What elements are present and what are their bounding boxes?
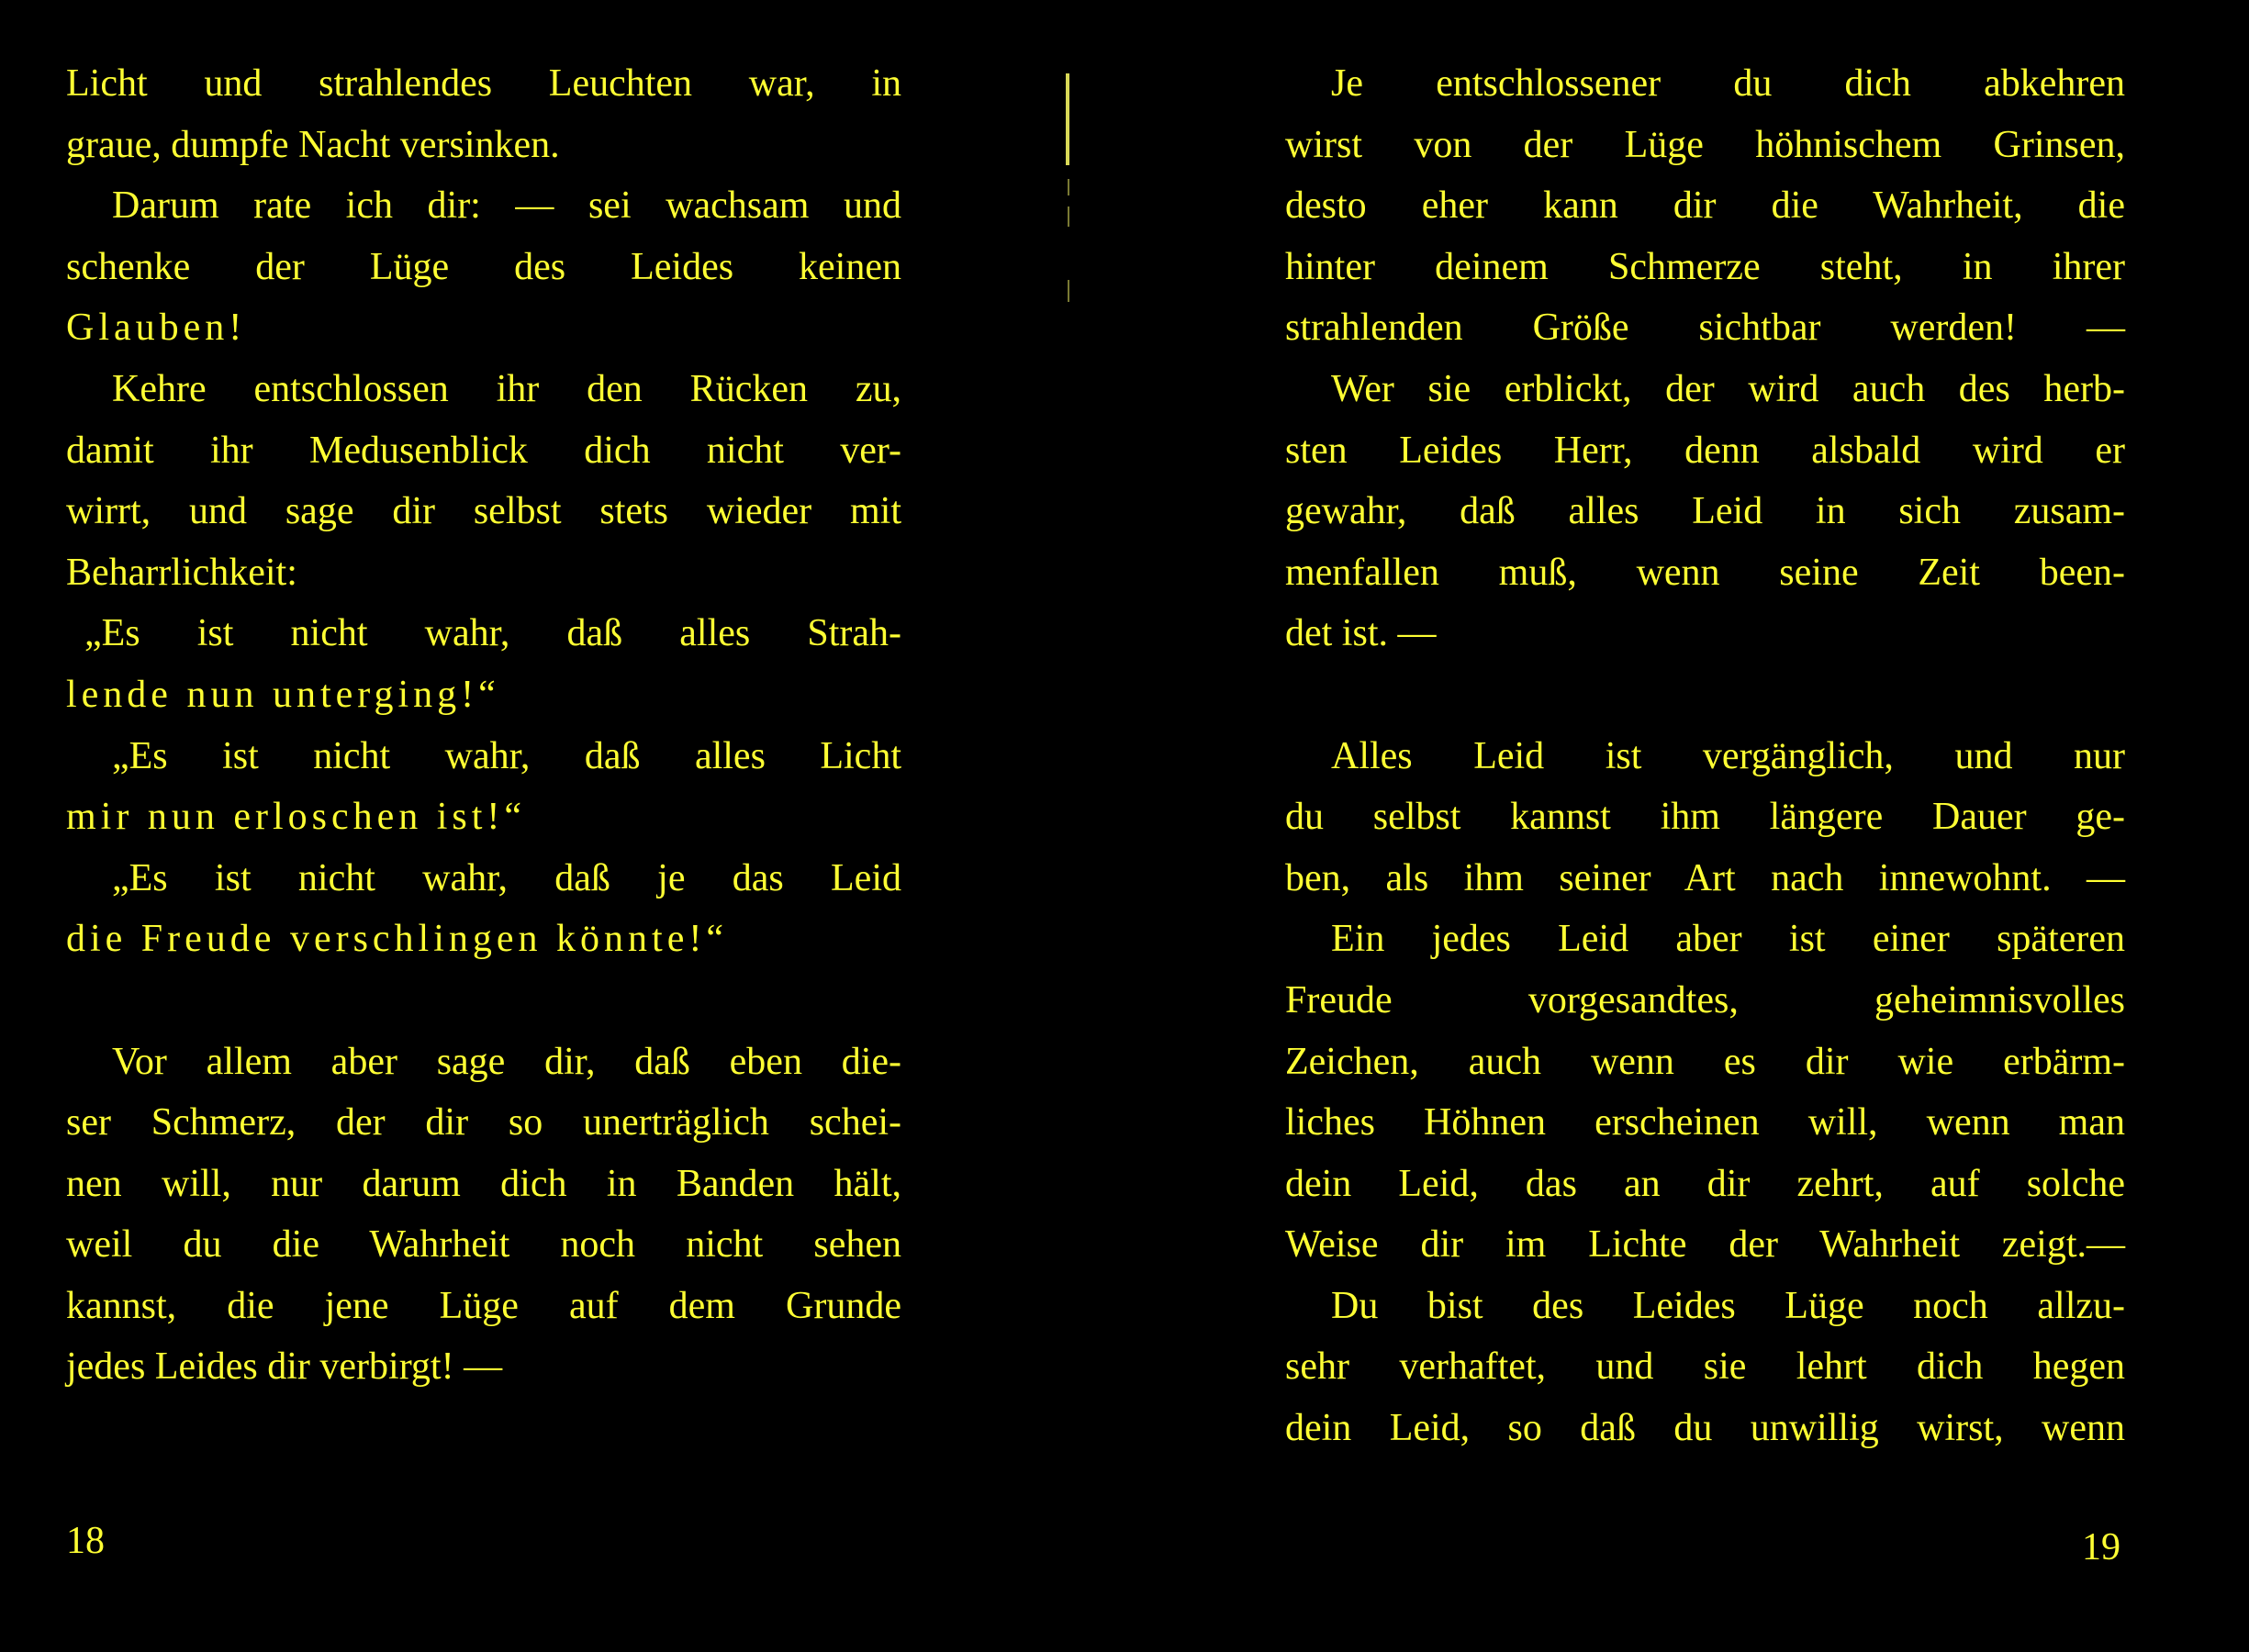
text-line: liches Höhnen erscheinen will, wenn man	[1285, 1101, 2125, 1144]
text-line: graue, dumpfe Nacht versinken.	[66, 123, 560, 166]
text-line: Kehre entschlossen ihr den Rücken zu,	[112, 367, 901, 410]
text-line: Ein jedes Leid aber ist einer späteren	[1331, 918, 2125, 961]
gutter-mark	[1066, 73, 1069, 165]
left-page-number: 18	[66, 1520, 105, 1562]
text-line: jedes Leides dir verbirgt! —	[66, 1345, 503, 1389]
text-line: det ist. —	[1285, 612, 1437, 655]
text-line: die Freude verschlingen könnte!“	[66, 918, 728, 961]
text-line: „Es ist nicht wahr, daß je das Leid	[112, 856, 901, 899]
text-line: Beharrlichkeit:	[66, 551, 297, 594]
text-line: wirrt, und sage dir selbst stets wieder mit	[66, 490, 901, 533]
text-line: sehr verhaftet, und sie lehrt dich hegen	[1285, 1345, 2125, 1389]
text-line: nen will, nur darum dich in Banden hält,	[66, 1162, 901, 1205]
text-line: hinter deinem Schmerze steht, in ihrer	[1285, 245, 2125, 288]
paragraph-gap	[66, 970, 901, 1032]
gutter-speck	[1068, 206, 1069, 227]
text-line: ser Schmerz, der dir so unerträglich schei-	[66, 1101, 901, 1144]
text-line: lende nun unterging!“	[66, 673, 500, 716]
text-line: Weise dir im Lichte der Wahrheit zeigt.—	[1285, 1223, 2125, 1267]
paragraph-gap	[1285, 664, 2125, 726]
text-line: Alles Leid ist vergänglich, und nur	[1331, 734, 2125, 777]
text-line: menfallen muß, wenn seine Zeit been-	[1285, 551, 2125, 594]
text-line: dein Leid, so daß du unwillig wirst, wenn	[1285, 1407, 2125, 1450]
text-line: du selbst kannst ihm längere Dauer ge-	[1285, 796, 2125, 839]
gutter-speck	[1068, 179, 1069, 195]
text-line: Vor allem aber sage dir, daß eben die-	[112, 1040, 901, 1083]
text-line: Wer sie erblickt, der wird auch des herb-	[1331, 367, 2125, 410]
text-line: schenke der Lüge des Leides keinen	[66, 245, 901, 288]
text-line: Je entschlossener du dich abkehren	[1331, 62, 2125, 105]
left-page-text	[66, 53, 901, 1398]
text-line: Licht und strahlendes Leuchten war, in	[66, 62, 901, 105]
text-line: sten Leides Herr, denn alsbald wird er	[1285, 429, 2125, 472]
text-line: Darum rate ich dir: — sei wachsam und	[112, 184, 901, 228]
text-line: Zeichen, auch wenn es dir wie erbärm-	[1285, 1040, 2125, 1083]
text-line: dein Leid, das an dir zehrt, auf solche	[1285, 1162, 2125, 1205]
text-line: gewahr, daß alles Leid in sich zusam-	[1285, 490, 2125, 533]
text-line: damit ihr Medusenblick dich nicht ver-	[66, 429, 901, 472]
text-line: kannst, die jene Lüge auf dem Grunde	[66, 1284, 901, 1327]
text-line: Du bist des Leides Lüge noch allzu-	[1331, 1284, 2125, 1327]
text-line: ben, als ihm seiner Art nach innewohnt. —	[1285, 856, 2125, 899]
right-page-text	[1285, 53, 2125, 1459]
text-line: „Es ist nicht wahr, daß alles Licht	[112, 734, 901, 777]
gutter-speck	[1068, 280, 1069, 302]
text-line: „Es ist nicht wahr, daß alles Strah-	[84, 612, 901, 655]
text-line: desto eher kann dir die Wahrheit, die	[1285, 184, 2125, 228]
right-page-number: 19	[2082, 1526, 2120, 1568]
text-line: Glauben!	[66, 307, 247, 350]
text-line: wirst von der Lüge höhnischem Grinsen,	[1285, 123, 2125, 166]
text-line: mir nun erloschen ist!“	[66, 796, 527, 839]
text-line: Freude vorgesandtes, geheimnisvolles	[1285, 978, 2125, 1021]
text-line: weil du die Wahrheit noch nicht sehen	[66, 1223, 901, 1267]
text-line: strahlenden Größe sichtbar werden! —	[1285, 307, 2125, 350]
